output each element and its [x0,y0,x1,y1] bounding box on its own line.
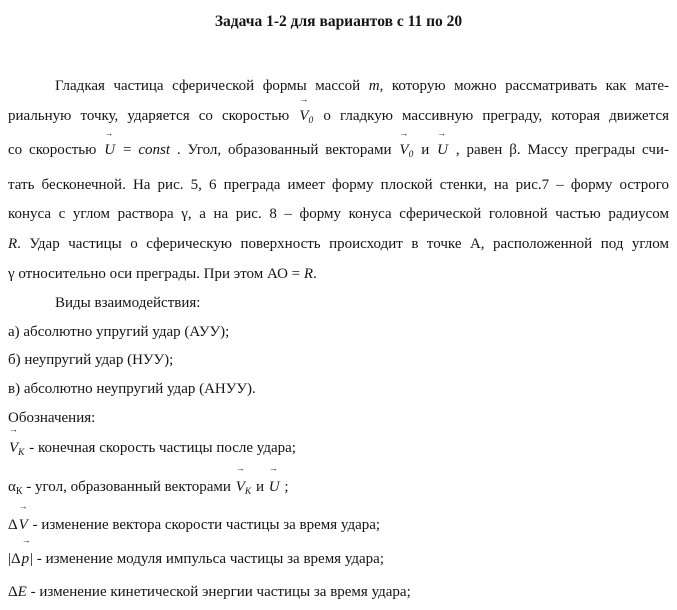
document-page [0,12,677,601]
vector-arrow-icon: → [437,128,447,139]
text-line [8,375,669,404]
text-line [8,424,669,471]
vector-symbol [436,128,449,166]
text-segment: . [313,265,317,282]
vector-letter: V [299,107,309,124]
text-line [8,230,669,260]
vector-letter: V [18,517,28,534]
text-segment: Δ [8,517,18,534]
text-segment: Гладкая частица сферической формы массой [55,78,369,94]
text-segment: - изменение вектора скорости частицы за время удара; [28,517,381,534]
text-segment: о гладкую массивную преграду, которая движется [314,107,669,124]
text-segment: Δ [8,584,18,601]
vector-symbol [8,424,25,471]
text-line [8,576,669,610]
vector-letter: U [437,142,448,159]
text-segment: и [252,478,268,495]
text-segment: конуса с углом раствора γ, а на рис. 8 – форму конуса сферической головной частью радиусом [8,206,669,223]
vector-subscript: 0 [408,150,414,161]
vector-symbol [268,462,281,505]
vector-symbol [235,462,252,510]
vector-symbol [298,93,314,137]
italic-text-segment: const [138,142,170,159]
text-segment: Обозначения: [8,409,96,426]
text-segment: - конечная скорость частицы после удара; [25,440,296,457]
document-body [0,72,677,610]
text-segment: = [116,142,139,159]
text-line [8,404,669,433]
text-line [8,501,669,543]
text-segment: в) абсолютно неупругий удар (АНУУ). [8,380,256,397]
text-segment: α [8,478,16,495]
text-line [8,72,669,102]
text-line [8,260,669,290]
vector-letter: V [9,440,19,457]
vector-arrow-icon: → [399,128,409,139]
text-segment: - угол, образованный векторами [22,478,235,495]
text-segment: , которую можно рассматривать как мате- [379,78,669,94]
text-line [8,346,669,375]
vector-arrow-icon: → [18,501,28,512]
text-segment: риальную точку, ударяется со скоростью [8,107,299,124]
text-segment: γ относительно оси преграды. При этом АО = [8,265,304,282]
text-segment: ; [280,478,289,495]
text-segment: , равен β. Массу преграды счи- [448,142,669,159]
text-segment: |Δ [8,550,21,567]
vector-subscript: 0 [308,115,314,126]
vector-arrow-icon: → [235,462,245,473]
italic-text-segment: E [17,584,27,601]
italic-text-segment: R [303,265,314,282]
text-segment: тать бесконечной. На рис. 5, 6 преграда имеет форму плоской стенки, на рис.7 – форму острого [8,176,669,193]
text-line [8,289,669,318]
vector-arrow-icon: → [268,462,278,473]
vector-arrow-icon: → [299,93,309,104]
vector-letter: V [399,142,409,159]
text-segment: . Угол, образованный векторами [170,142,399,159]
subscript-text-segment: К [15,485,23,497]
italic-text-segment: m [368,78,380,94]
text-segment: - изменение кинетической энергии частицы за время удара; [26,584,411,601]
text-segment: со скоростью [8,142,104,159]
text-segment: а) абсолютно упругий удар (АУУ); [8,323,230,340]
vector-letter: U [104,142,116,159]
page-title: Задача 1-2 для вариантов с 11 по 20 [214,13,463,30]
vector-symbol [103,128,116,166]
vector-subscript: К [244,486,252,497]
text-line [8,171,669,201]
vector-letter: V [235,478,245,495]
vector-subscript: К [18,448,25,459]
vector-arrow-icon: → [9,424,18,435]
vector-letter: U [268,478,280,495]
vector-arrow-icon: → [104,128,114,139]
text-segment: Виды взаимодействия: [55,295,201,312]
text-line [8,200,669,230]
vector-letter: p [21,550,30,567]
text-segment: | - изменение модуля импульса частицы за время удара; [30,550,385,567]
text-line [8,462,669,510]
text-segment: и [414,142,437,159]
italic-text-segment: R [8,235,18,252]
text-segment: . Удар частицы о сферическую поверхность происходит в точке А, расположенной под углом [17,235,669,252]
text-line [8,534,669,577]
vector-symbol [21,534,31,577]
vector-symbol [398,128,414,171]
vector-arrow-icon: → [21,534,31,545]
text-line [8,318,669,347]
text-segment: б) неупругий удар (НУУ); [8,352,174,369]
text-line [8,128,669,171]
